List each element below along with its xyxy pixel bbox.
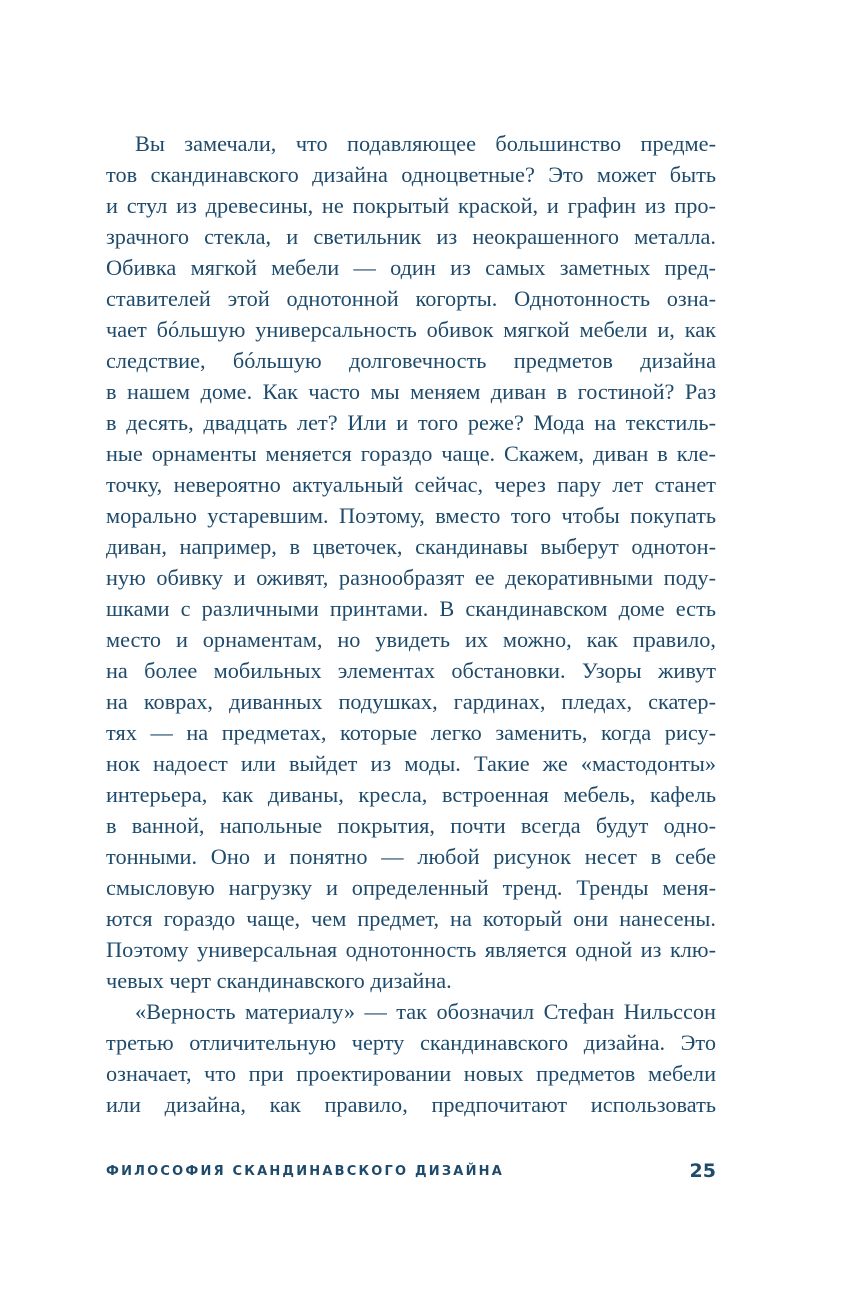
text-line: на коврах, диванных подушках, гардинах, пледах, скатер- [106, 689, 716, 714]
body-text [106, 128, 716, 1120]
text-line: ставителей этой однотонной когорты. Однотонность озна- [106, 286, 716, 311]
text-line: точку, невероятно актуальный сейчас, через пару лет станет [106, 472, 716, 497]
text-line: тов скандинавского дизайна одноцветные? Это может быть [106, 162, 716, 187]
text-line: в ванной, напольные покрытия, почти всегда будут одно- [106, 813, 716, 838]
text-line: Обивка мягкой мебели — один из самых заметных пред- [106, 255, 716, 280]
text-line: шками с различными принтами. В скандинавском доме есть [106, 596, 716, 621]
text-line: в десять, двадцать лет? Или и того реже? Мода на текстиль- [106, 410, 716, 435]
text-line: следствие, бóльшую долговечность предметов дизайна [106, 348, 716, 373]
text-line: Поэтому универсальная однотонность является одной из клю- [106, 937, 716, 962]
text-line: чает бóльшую универсальность обивок мягкой мебели и, как [106, 317, 716, 342]
text-line: в нашем доме. Как часто мы меняем диван в гостиной? Раз [106, 379, 716, 404]
text-line: означает, что при проектировании новых предметов мебели [106, 1061, 716, 1086]
text-line: смысловую нагрузку и определенный тренд. Тренды меня- [106, 875, 716, 900]
text-line: «Верность материалу» — так обозначил Стефан Нильссон [135, 999, 716, 1024]
text-line: ются гораздо чаще, чем предмет, на который они нанесены. [106, 906, 716, 931]
text-line: ную обивку и оживят, разнообразят ее декоративными поду- [106, 565, 716, 590]
text-line: тях — на предметах, которые легко заменить, когда рису- [106, 720, 716, 745]
page-footer [106, 1160, 716, 1186]
text-line: диван, например, в цветочек, скандинавы выберут однотон- [106, 534, 716, 559]
text-line: зрачного стекла, и светильник из неокрашенного металла. [106, 224, 716, 249]
text-line: морально устаревшим. Поэтому, вместо того чтобы покупать [106, 503, 716, 528]
text-line: или дизайна, как правило, предпочитают использовать [106, 1092, 716, 1117]
page-number: 25 [689, 1160, 716, 1182]
text-line: Вы замечали, что подавляющее большинство предме- [135, 131, 716, 156]
text-line: третью отличительную черту скандинавского дизайна. Это [106, 1030, 716, 1055]
paragraph-2 [106, 996, 716, 1120]
text-line: чевых черт скандинавского дизайна. [106, 968, 452, 993]
paragraph-1 [106, 128, 716, 996]
text-line: интерьера, как диваны, кресла, встроенная мебель, кафель [106, 782, 716, 807]
text-line: тонными. Оно и понятно — любой рисунок несет в себе [106, 844, 716, 869]
text-line: место и орнаментам, но увидеть их можно, как правило, [106, 627, 716, 652]
text-line: ные орнаменты меняется гораздо чаще. Скажем, диван в кле- [106, 441, 716, 466]
text-line: на более мобильных элементах обстановки. Узоры живут [106, 658, 716, 683]
text-line: и стул из древесины, не покрытый краской, и графин из про- [106, 193, 716, 218]
running-title: ФИЛОСОФИЯ СКАНДИНАВСКОГО ДИЗАЙНА [106, 1164, 504, 1179]
text-line: нок надоест или выйдет из моды. Такие же «мастодонты» [106, 751, 716, 776]
